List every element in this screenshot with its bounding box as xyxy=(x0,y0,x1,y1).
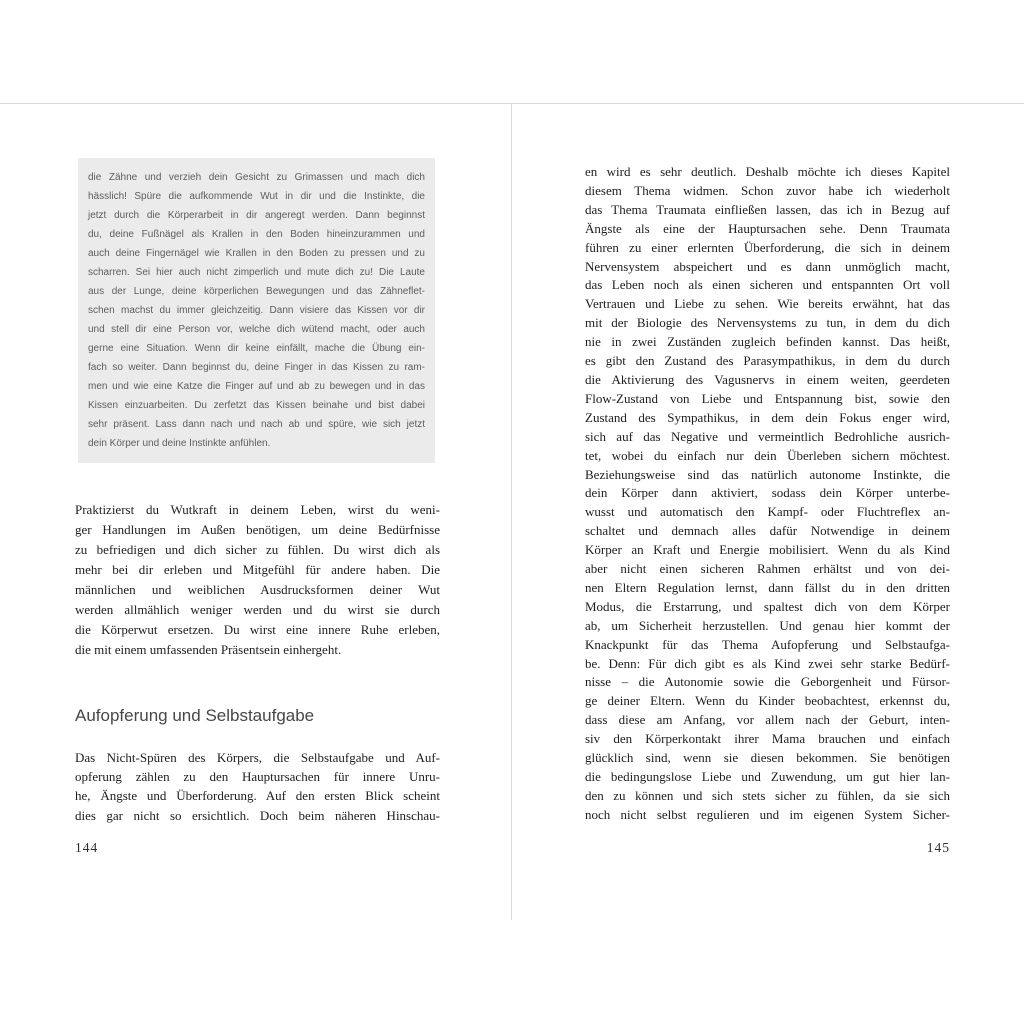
text-line: Ängste als eine der Hauptursachen sehe. Denn Traumata xyxy=(585,220,950,236)
text-line: die mit einem umfassenden Präsentsein einhergeht. xyxy=(75,642,342,657)
text-line: führen zu einer erlernten Überforderung, die sich in deinem xyxy=(585,239,950,255)
text-line: ab, um Sicherheit herzustellen. Und genau hier kommt der xyxy=(585,617,950,633)
paragraph-selbstaufgabe xyxy=(75,748,440,825)
text-line: nie in zwei Zuständen zugleich befinden kannst. Das heißt, xyxy=(585,334,950,350)
text-line: Körper an Kraft und Energie mobilisiert. Wenn du als Kind xyxy=(585,542,950,558)
text-line: dein Körper und deine Instinkte anfühlen. xyxy=(88,438,271,449)
paragraph-wutkraft xyxy=(75,500,440,660)
text-line: die bedingungslose Liebe und Zuwendung, um gut hier lan- xyxy=(585,769,950,784)
text-line: Nervensystem abspeichert und es dann unmöglich macht, xyxy=(585,258,950,274)
text-line: die Aktivierung des Vagusnervs in einem weiten, geerdeten xyxy=(585,371,950,387)
text-line: be. Denn: Für dich gibt es als Kind zwei sehr starke Bedürf- xyxy=(585,655,950,671)
text-line: mehr bei dir erleben und Mitgefühl für andere haben. Die xyxy=(75,562,440,577)
text-line: das Leben noch als einen sicheren und entspannten Ort voll xyxy=(585,277,950,293)
text-line: dass diese am Anfang, vor allem nach der Geburt, inten- xyxy=(585,712,950,728)
text-line: schen machst du immer gleichzeitig. Dann visiere das Kissen vor dir xyxy=(88,305,425,316)
paragraph-traumata xyxy=(585,163,950,825)
text-line: auch deine Fingernägel wie Krallen in den Boden zu pressen und zu xyxy=(88,248,425,259)
text-line: men und wie eine Katze die Finger auf und ab zu bewegen und in das xyxy=(88,381,425,392)
text-line: Vertrauen und Liebe zu sehen. Wie bereits erwähnt, hat das xyxy=(585,296,950,312)
text-line: und stell dir eine Person vor, welche dich wütend macht, oder auch xyxy=(88,324,425,335)
text-line: die Körperwut ersetzen. Du wirst eine innere Ruhe erleben, xyxy=(75,622,440,637)
exercise-box xyxy=(78,158,435,463)
text-line: tet, wobei du einfach nur dein Überleben sichern möchtest. xyxy=(585,447,950,463)
text-line: Knackpunkt für das Thema Aufopferung und Selbstaufga- xyxy=(585,636,950,652)
text-line: he, Ängste und Überforderung. Auf den ersten Blick scheint xyxy=(75,788,440,804)
text-line: Modus, die Erstarrung, und spaltest dich von dem Körper xyxy=(585,598,950,614)
text-line: das Thema Traumata einfließen lassen, das ich in Bezug auf xyxy=(585,201,950,217)
text-line: en wird es sehr deutlich. Deshalb möchte ich dieses Kapitel xyxy=(585,164,950,179)
text-line: dein Körper dann aktiviert, sodass dein Körper unterbe- xyxy=(585,485,950,501)
text-line: Das Nicht-Spüren des Körpers, die Selbstaufgabe und Auf- xyxy=(75,750,440,765)
text-line: noch nicht selbst regulieren und im eigenen System Sicher- xyxy=(585,806,950,822)
page-right xyxy=(512,0,1024,1024)
text-line: Zustand des Sympathikus, in dem dein Fokus enger wird, xyxy=(585,409,950,425)
text-line: wusst und automatisch den Kampf- oder Fluchtreflex an- xyxy=(585,504,950,520)
text-line: diesem Thema widmen. Schon zuvor habe ich wiederholt xyxy=(585,182,950,198)
text-line: aus der Lunge, deine körperlichen Bewegungen und das Zähneflet- xyxy=(88,286,425,297)
text-line: es gibt den Zustand des Parasympathikus, in dem du durch xyxy=(585,353,950,369)
text-line: mit der Biologie des Nervensystems zu tun, in dem du dich xyxy=(585,315,950,331)
text-line: sehr präsent. Lass dann nach und nach ab und spüre, wie sich jetzt xyxy=(88,419,425,430)
text-line: werden allmählich weniger werden und du wirst sie durch xyxy=(75,602,440,617)
text-line: ge deiner Eltern. Wenn du Kinder beobachtest, erkennst du, xyxy=(585,693,950,709)
text-line: jetzt durch die Körperarbeit in dir angeregt werden. Dann beginnst xyxy=(88,210,425,221)
text-line: Kissen einzuarbeiten. Du zerfetzt das Kissen beinahe und bist dabei xyxy=(88,400,425,411)
text-line: den zu können und sich stets sicher zu fühlen, da sie sich xyxy=(585,787,950,803)
text-line: dies gar nicht so ersichtlich. Doch beim näheren Hinschau- xyxy=(75,807,440,823)
text-line: nen Eltern Regulation lernst, dann fällst du in den dritten xyxy=(585,579,950,595)
text-line: opferung zählen zu den Hauptursachen für innere Unru- xyxy=(75,769,440,785)
text-line: glücklich sind, wenn sie diesen bekommen. Sie benötigen xyxy=(585,750,950,766)
page-left xyxy=(0,0,511,1024)
text-line: fach so weiter. Dann beginnst du, deine Finger in das Kissen zu ram- xyxy=(88,362,425,373)
text-line: gerne eine Situation. Wenn dir keine einfällt, mache die Übung ein- xyxy=(88,343,425,354)
text-line: die Zähne und verzieh dein Gesicht zu Grimassen und mach dich xyxy=(88,172,425,183)
text-line: Praktizierst du Wutkraft in deinem Leben, wirst du weni- xyxy=(75,502,440,517)
section-heading: Aufopferung und Selbstaufgabe xyxy=(75,706,315,725)
text-line: nisse – die Autonomie sowie die Geborgenheit und Fürsor- xyxy=(585,674,950,690)
text-line: männlichen und weiblichen Ausdrucksformen deiner Wut xyxy=(75,582,440,597)
text-line: ger Handlungen im Außen benötigen, um deine Bedürfnisse xyxy=(75,522,440,537)
page-number-left: 144 xyxy=(75,840,99,855)
text-line: Beziehungsweise sind das natürlich autonome Instinkte, die xyxy=(585,466,950,482)
text-line: aber nicht einen sicheren Rahmen erhältst und von dei- xyxy=(585,561,950,577)
text-line: Flow-Zustand von Liebe und Entspannung bist, sowie den xyxy=(585,390,950,406)
text-line: sich auf das Negative und vermeintlich Bedrohliche ausrich- xyxy=(585,428,950,444)
text-line: schaltet und demnach alles dafür Notwendige in deinem xyxy=(585,523,950,539)
text-line: du, deine Fußnägel als Krallen in den Boden hineinzurammen und xyxy=(88,229,425,240)
page-number-right: 145 xyxy=(926,840,950,855)
text-line: hässlich! Spüre die aufkommende Wut in dir und die Instinkte, die xyxy=(88,191,425,202)
text-line: scharren. Sei hier auch nicht zimperlich und mute dich zu! Die Laute xyxy=(88,267,425,278)
text-line: zu befriedigen und dich sicher zu fühlen. Du wirst dich als xyxy=(75,542,440,557)
text-line: siv den Körperkontakt ihrer Mama brauchen und einfach xyxy=(585,731,950,747)
